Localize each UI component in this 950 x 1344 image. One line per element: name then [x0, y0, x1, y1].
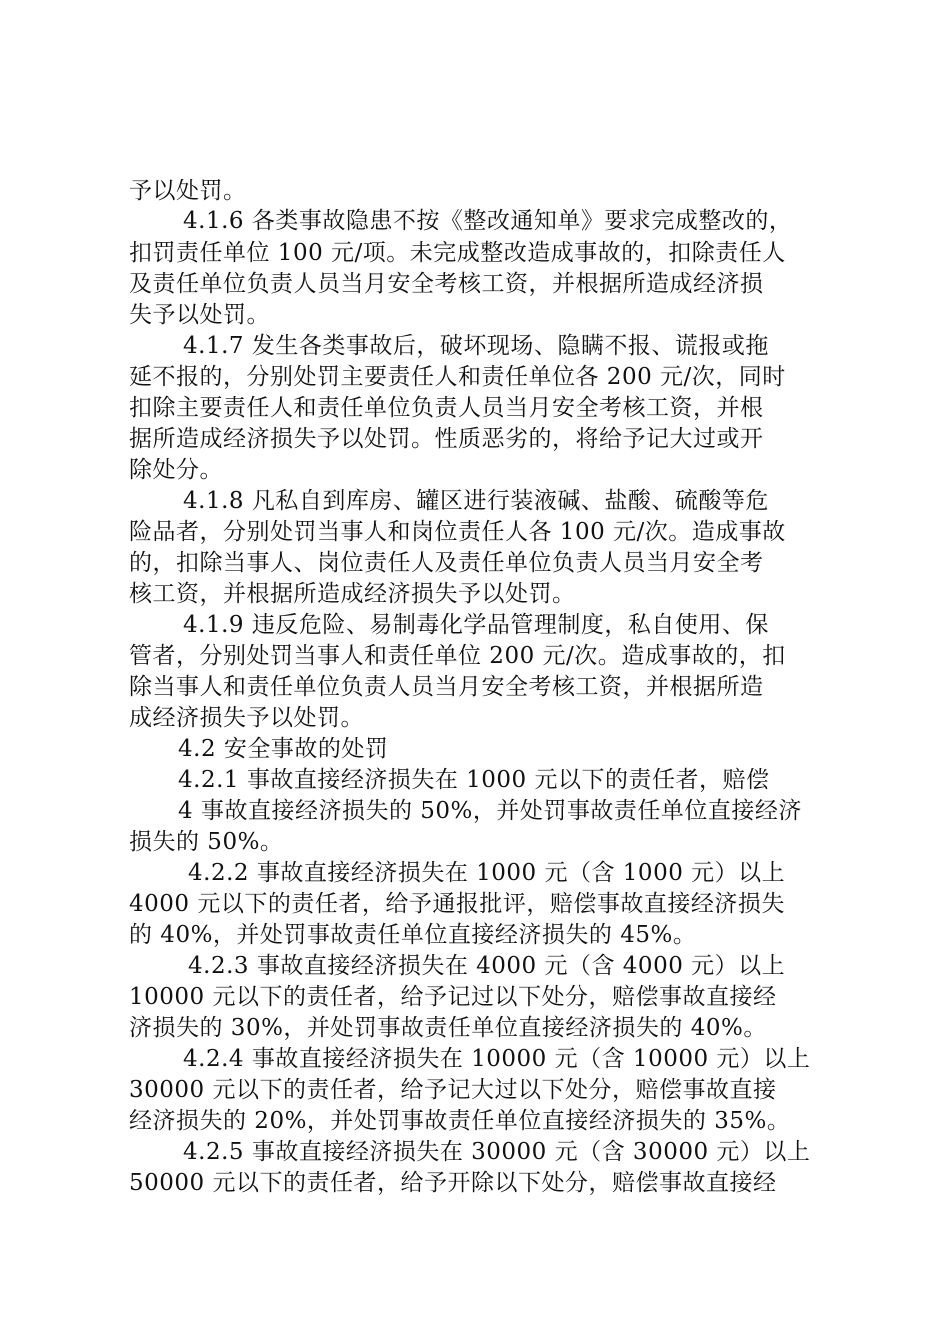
- text-line: 失予以处罚。: [129, 302, 270, 328]
- text-line: 4.1.9 违反危险、易制毒化学品管理制度，私自使用、保: [183, 612, 769, 638]
- text-line: 4000 元以下的责任者，给予通报批评，赔偿事故直接经济损失: [129, 891, 785, 917]
- text-line: 4.2.1 事故直接经济损失在 1000 元以下的责任者，赔偿: [178, 767, 770, 793]
- text-line: 除处分。: [129, 457, 223, 483]
- text-line: 成经济损失予以处罚。: [129, 705, 364, 731]
- text-line: 及责任单位负责人员当月安全考核工资，并根据所造成经济损: [129, 271, 764, 297]
- text-line: 扣罚责任单位 100 元/项。未完成整改造成事故的，扣除责任人: [129, 240, 786, 266]
- text-line: 4.2.5 事故直接经济损失在 30000 元（含 30000 元）以上: [183, 1139, 811, 1165]
- text-line: 4.1.8 凡私自到库房、罐区进行装液碱、盐酸、硫酸等危: [183, 488, 769, 514]
- text-line: 险品者，分别处罚当事人和岗位责任人各 100 元/次。造成事故: [129, 519, 786, 545]
- text-line: 延不报的，分别处罚主要责任人和责任单位各 200 元/次，同时: [129, 364, 786, 390]
- text-line: 管者，分别处罚当事人和责任单位 200 元/次。造成事故的，扣: [129, 643, 786, 669]
- text-line: 的，扣除当事人、岗位责任人及责任单位负责人员当月安全考: [129, 550, 764, 576]
- text-line: 核工资，并根据所造成经济损失予以处罚。: [129, 581, 576, 607]
- text-line: 经济损失的 20%，并处罚事故责任单位直接经济损失的 35%。: [129, 1108, 791, 1134]
- text-line: 扣除主要责任人和责任单位负责人员当月安全考核工资，并根: [129, 395, 764, 421]
- text-line: 30000 元以下的责任者，给予记大过以下处分，赔偿事故直接: [129, 1077, 777, 1103]
- text-line: 4.2.3 事故直接经济损失在 4000 元（含 4000 元）以上: [188, 953, 786, 979]
- text-line: 损失的 50%。: [129, 829, 284, 855]
- section-heading: 4.2 安全事故的处罚: [178, 736, 389, 762]
- text-line: 4.1.6 各类事故隐患不按《整改通知单》要求完成整改的，: [183, 208, 793, 234]
- text-line: 4.2.4 事故直接经济损失在 10000 元（含 10000 元）以上: [183, 1046, 811, 1072]
- text-line: 的 40%，并处罚事故责任单位直接经济损失的 45%。: [129, 922, 697, 948]
- text-line: 4.1.7 发生各类事故后，破坏现场、隐瞒不报、谎报或拖: [183, 333, 769, 359]
- text-line: 据所造成经济损失予以处罚。性质恶劣的，将给予记大过或开: [129, 426, 764, 452]
- text-line: 50000 元以下的责任者，给予开除以下处分，赔偿事故直接经: [129, 1170, 777, 1196]
- text-line: 予以处罚。: [129, 178, 247, 204]
- text-line: 济损失的 30%，并处罚事故责任单位直接经济损失的 40%。: [129, 1015, 767, 1041]
- text-line: 10000 元以下的责任者，给予记过以下处分，赔偿事故直接经: [129, 984, 777, 1010]
- text-line: 4 事故直接经济损失的 50%，并处罚事故责任单位直接经济: [178, 798, 802, 824]
- text-line: 除当事人和责任单位负责人员当月安全考核工资，并根据所造: [129, 674, 764, 700]
- text-line: 4.2.2 事故直接经济损失在 1000 元（含 1000 元）以上: [188, 860, 786, 886]
